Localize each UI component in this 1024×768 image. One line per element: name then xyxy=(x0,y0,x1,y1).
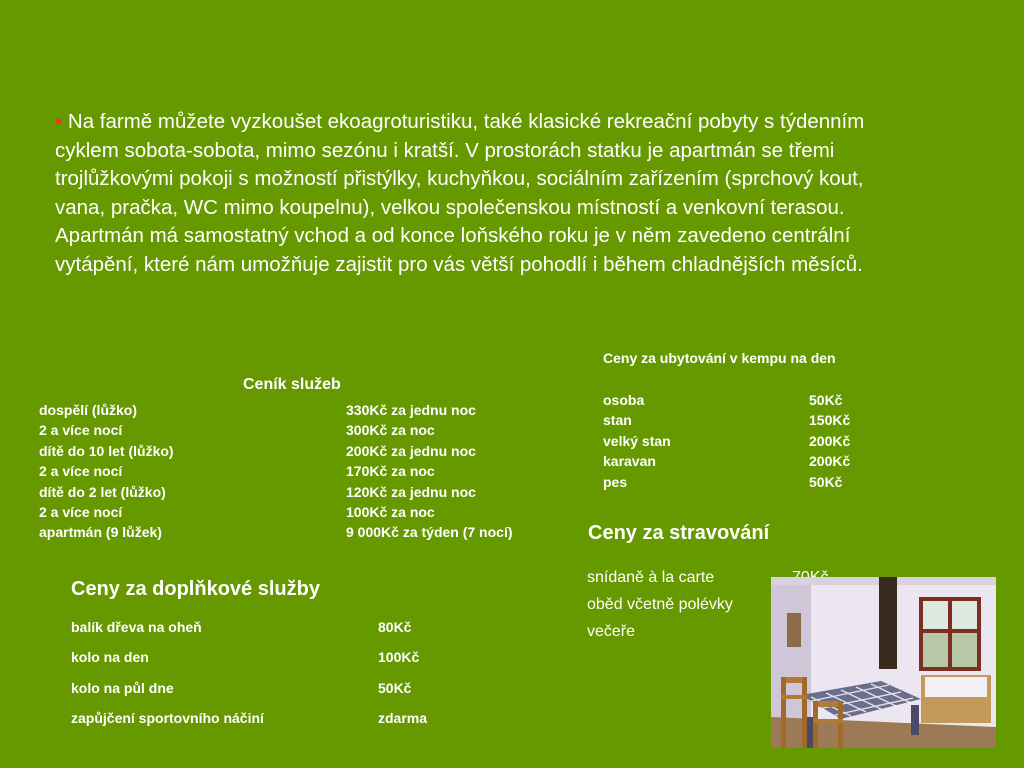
table-row xyxy=(71,647,491,677)
table-row xyxy=(603,390,903,410)
doplnkove-table xyxy=(71,617,491,739)
table-row xyxy=(39,461,569,481)
table-row xyxy=(71,708,491,738)
item-label: oběd včetně polévky xyxy=(587,596,733,613)
item-price: 300Kč za noc xyxy=(346,422,435,439)
table-row xyxy=(71,678,491,708)
item-label: 2 a více nocí xyxy=(39,503,123,520)
item-price: 200Kč xyxy=(809,453,851,470)
item-price: 200Kč za jednu noc xyxy=(346,442,476,459)
item-label: zapůjčení sportovního náčiní xyxy=(71,710,264,727)
item-label: kolo na půl dne xyxy=(71,679,174,696)
item-label: pes xyxy=(603,473,628,490)
table-row xyxy=(39,482,569,502)
item-price: 170Kč za noc xyxy=(346,463,435,480)
item-price: 100Kč xyxy=(378,649,420,666)
item-price: 120Kč za jednu noc xyxy=(346,483,476,500)
table-row xyxy=(71,617,491,647)
item-label: apartmán (9 lůžek) xyxy=(39,524,162,541)
item-price: 50Kč xyxy=(809,392,843,408)
item-label: snídaně à la carte xyxy=(587,569,715,586)
item-price: zdarma xyxy=(378,710,428,727)
table-row xyxy=(39,400,569,420)
table-row xyxy=(603,431,903,451)
kemp-table xyxy=(603,390,903,492)
item-label: dospělí (lůžko) xyxy=(39,402,137,418)
item-price: 50Kč xyxy=(378,679,412,696)
room-photo xyxy=(771,577,996,748)
item-label: velký stan xyxy=(603,432,671,449)
table-row xyxy=(603,472,903,492)
cenik-title: Ceník služeb xyxy=(243,376,341,393)
item-label: 2 a více nocí xyxy=(39,422,123,439)
stravovani-title: Ceny za stravování xyxy=(588,522,770,544)
item-label: dítě do 2 let (lůžko) xyxy=(39,483,166,500)
intro-text: Na farmě můžete vyzkoušet ekoagroturistiku, také klasické rekreační pobyty s týdenním cyklem sobota-sobota, mimo sezónu i kratší. V prostorách statku je apartmán se třemi trojlůžkovými pokoji s možností přistýlky, kuchyňkou, sociálním zařízením (sprchový kout, vana, pračka, WC mimo koupelnu), velkou společenskou místností a venkovní terasou. Apartmán má samostatný vchod a od konce loňského roku je v něm zavedeno centrální vytápění, které nám umožňuje zajistit pro vás větší pohodlí i během chladnějších měsíců. xyxy=(55,110,865,276)
bullet-icon: • xyxy=(55,110,63,133)
intro-paragraph xyxy=(55,108,895,280)
room-photo-illustration xyxy=(771,577,996,748)
item-label: večeře xyxy=(587,623,636,640)
item-price: 80Kč xyxy=(378,619,412,635)
kemp-title: Ceny za ubytování v kempu na den xyxy=(603,350,836,366)
item-label: stan xyxy=(603,412,632,429)
item-label: karavan xyxy=(603,453,656,470)
item-price: 50Kč xyxy=(809,473,843,490)
item-label: dítě do 10 let (lůžko) xyxy=(39,442,174,459)
item-price: 200Kč xyxy=(809,432,851,449)
item-label: balík dřeva na oheň xyxy=(71,619,202,635)
table-row xyxy=(39,420,569,440)
item-price: 330Kč za jednu noc xyxy=(346,402,476,418)
table-row xyxy=(39,502,569,522)
item-price: 9 000Kč za týden (7 nocí) xyxy=(346,524,513,541)
table-row xyxy=(603,451,903,471)
item-label: osoba xyxy=(603,392,645,408)
item-label: kolo na den xyxy=(71,649,149,666)
doplnkove-title: Ceny za doplňkové služby xyxy=(71,578,320,600)
table-row xyxy=(39,522,569,542)
item-price: 150Kč xyxy=(809,412,851,429)
item-label: 2 a více nocí xyxy=(39,463,123,480)
item-price: 100Kč za noc xyxy=(346,503,435,520)
table-row xyxy=(603,410,903,430)
cenik-table xyxy=(39,400,569,543)
table-row xyxy=(39,441,569,461)
